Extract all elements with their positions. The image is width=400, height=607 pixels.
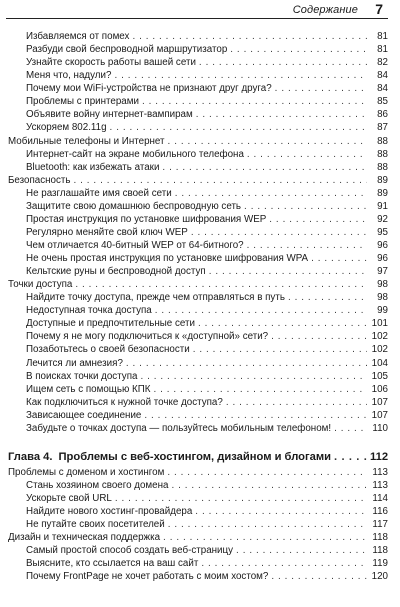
toc-entry (0, 187, 400, 200)
toc-entry-title: Точки доступа (8, 279, 73, 291)
toc-entry-page: 112 (370, 450, 389, 463)
toc-entry (0, 518, 400, 531)
toc-entry-title: Безопасность (8, 174, 71, 186)
toc-entry-title: Проблемы с принтерами (26, 96, 139, 108)
toc-entry-page: 101 (371, 318, 388, 330)
toc-entry-page: 87 (377, 122, 388, 134)
toc-entry (0, 265, 400, 278)
dot-leader (288, 291, 367, 304)
dot-leader (230, 43, 367, 56)
toc-entry-title: Регулярно меняйте свой ключ WEP (26, 226, 188, 238)
toc-entry-page: 97 (377, 266, 388, 278)
dot-leader (199, 56, 367, 69)
toc-entry-title: Ускоряем 802.11g (26, 122, 107, 134)
dot-leader (271, 570, 367, 583)
toc-entry (0, 422, 400, 435)
dot-leader (110, 121, 367, 134)
dot-leader (311, 252, 367, 265)
dot-leader (236, 544, 367, 557)
dot-leader (132, 30, 367, 43)
dot-leader (162, 161, 367, 174)
toc-entry-title: Доступные и предпочтительные сети (26, 318, 195, 330)
toc-entry-page: 91 (377, 200, 388, 212)
header-title: Содержание (292, 4, 358, 16)
toc-entry (0, 383, 400, 396)
toc-entry-page: 84 (377, 70, 388, 82)
dot-leader (269, 213, 367, 226)
toc-entry-title: Не очень простая инструкция по установке шифрования WPA (26, 253, 309, 264)
toc-section (0, 466, 400, 479)
toc-entry-page: 98 (377, 279, 388, 291)
dot-leader (171, 479, 367, 492)
toc-entry-page: 113 (372, 466, 388, 478)
toc-entry-title: В поисках точки доступа (26, 370, 138, 382)
toc-entry-title: Мобильные телефоны и Интернет (8, 135, 165, 147)
toc-section (0, 135, 400, 148)
toc-entry (0, 479, 400, 492)
toc-entry-title: Объявите войну интернет-вампирам (26, 109, 193, 121)
toc-entry-page: 102 (371, 344, 388, 356)
toc-entry (0, 43, 400, 56)
toc-entry-page: 89 (377, 174, 388, 186)
toc-entry (0, 82, 400, 95)
toc-entry-title: Самый простой способ создать веб-страницу (26, 545, 234, 557)
toc-entry-page: 119 (372, 558, 388, 570)
dot-leader (114, 69, 367, 82)
toc-entry (0, 291, 400, 304)
dot-leader (195, 505, 367, 518)
toc-entry (0, 557, 400, 570)
dot-leader (153, 383, 367, 396)
toc-entry (0, 200, 400, 213)
toc-entry-page: 116 (372, 506, 388, 517)
toc-entry-title: Простая инструкция по установке шифрования WEP (26, 213, 267, 225)
toc-entry (0, 357, 400, 370)
toc-entry (0, 409, 400, 422)
toc-entry-page: 99 (377, 305, 388, 317)
toc-entry-page: 82 (377, 57, 388, 69)
toc-entry (0, 239, 400, 252)
dot-leader (247, 239, 367, 252)
toc-entry (0, 304, 400, 317)
toc-entry-page: 113 (372, 479, 388, 491)
dot-leader (168, 135, 367, 148)
toc-entry-page: 95 (377, 226, 388, 238)
toc-entry (0, 108, 400, 121)
toc-entry-title: Стань хозяином своего домена (26, 479, 169, 491)
toc-entry (0, 492, 400, 505)
toc-entry (0, 56, 400, 69)
toc-entry-page: 85 (377, 96, 388, 108)
toc-entry-page: 81 (377, 44, 388, 56)
toc-entry-page: 105 (371, 370, 388, 382)
toc-entry (0, 252, 400, 265)
dot-leader (198, 317, 367, 330)
toc-entry-title: Почему я не могу подключиться к «доступной» сети? (26, 331, 269, 343)
toc-entry-title: Забудьте о точках доступа — пользуйтесь мобильным телефоном! (26, 422, 332, 434)
toc-entry (0, 505, 400, 518)
toc-entry-page: 96 (377, 253, 388, 264)
toc-entry-page: 81 (377, 31, 388, 42)
dot-leader (271, 330, 367, 343)
toc-entry-page: 110 (372, 422, 388, 434)
toc-entry-title: Как подключиться к нужной точке доступа? (26, 396, 223, 408)
header-rule (6, 18, 388, 19)
toc-entry-title: Недоступная точка доступа (26, 305, 152, 317)
toc-entry-title: Узнайте скорость работы вашей сети (26, 57, 196, 69)
toc-entry-title: Лечится ли амнезия? (26, 357, 123, 369)
toc-entry (0, 317, 400, 330)
toc-entry-page: 118 (372, 532, 388, 544)
toc-entry-title: Кельтские руны и беспроводной доступ (26, 266, 206, 278)
dot-leader (167, 466, 367, 479)
toc-entry-title: Чем отличается 40-битный WEP от 64-битного? (26, 240, 244, 251)
chapter-label: Глава 4. (8, 450, 53, 463)
dot-leader (163, 531, 367, 544)
dot-leader (142, 95, 367, 108)
dot-leader (191, 226, 367, 239)
toc-entry (0, 370, 400, 383)
dot-leader (126, 357, 367, 370)
toc-entry-page: 104 (371, 357, 388, 369)
toc-entry-page: 120 (371, 571, 388, 583)
toc-entry-page: 118 (372, 545, 388, 557)
page-number: 7 (375, 1, 383, 17)
dot-leader (115, 492, 367, 505)
toc-section (0, 278, 400, 291)
toc-entry-title: Позаботьтесь о своей безопасности (26, 344, 190, 356)
running-header (0, 0, 400, 22)
dot-leader (209, 265, 367, 278)
toc-entry-page: 92 (377, 213, 388, 225)
dot-leader (140, 370, 367, 383)
toc-entry-title: Почему FrontPage не хочет работать с моим хостом? (26, 571, 269, 583)
toc-entry-title: Проблемы с доменом и хостингом (8, 466, 165, 478)
dot-leader (201, 557, 367, 570)
toc-entry (0, 396, 400, 409)
toc-entry-page: 88 (377, 161, 388, 173)
dot-leader (247, 148, 367, 161)
toc-section (0, 174, 400, 187)
dot-leader (144, 409, 367, 422)
toc-entry (0, 95, 400, 108)
toc-entry-title: Не разглашайте имя своей сети (26, 187, 172, 199)
toc-entry (0, 121, 400, 134)
toc-entry-title: Ускорьте свой URL (26, 493, 112, 504)
toc-entry-title: Ищем сеть с помощью КПК (26, 383, 151, 395)
toc-entry (0, 570, 400, 583)
dot-leader (334, 422, 367, 435)
toc-entry-title: Bluetooth: как избежать атаки (26, 161, 160, 173)
toc-entry-title: Разбуди свой беспроводной маршрутизатор (26, 44, 228, 56)
toc-entry-title: Почему мои WiFi-устройства не признают друг друга? (26, 83, 272, 95)
toc-entry-page: 117 (372, 519, 388, 531)
dot-leader (175, 187, 367, 200)
toc-entry (0, 330, 400, 343)
toc-entry-page: 96 (377, 240, 388, 251)
toc-entry-title: Защитите свою домашнюю беспроводную сеть (26, 200, 242, 212)
dot-leader (75, 278, 367, 291)
toc-entry (0, 343, 400, 356)
dot-leader (275, 82, 367, 95)
dot-leader (196, 108, 367, 121)
dot-leader (226, 396, 367, 409)
toc-entry (0, 148, 400, 161)
dot-leader (334, 449, 367, 465)
toc-entry (0, 544, 400, 557)
toc-entry-page: 86 (377, 109, 388, 121)
toc-entry-title: Найдите точку доступа, прежде чем отправляться в путь (26, 292, 285, 304)
toc-entry-page: 89 (377, 187, 388, 199)
toc-entry-title: Избавляемся от помех (26, 31, 130, 42)
toc-entry (0, 161, 400, 174)
toc-section (0, 531, 400, 544)
toc-entry-page: 102 (371, 331, 388, 343)
toc-entry-title: Дизайн и техническая поддержка (8, 532, 161, 544)
dot-leader (168, 518, 367, 531)
toc-entry-page: 107 (371, 396, 388, 408)
dot-leader (193, 343, 367, 356)
toc-entry-title: Проблемы с веб-хостингом, дизайном и блогами (58, 450, 332, 463)
toc-entry-page: 107 (371, 409, 388, 421)
toc-entry-page: 84 (377, 83, 388, 95)
toc-entry-title: Не путайте своих посетителей (26, 519, 165, 531)
toc-entry (0, 226, 400, 239)
toc-entry-title: Зависающее соединение (26, 409, 142, 421)
toc-chapter (0, 449, 400, 465)
toc-entry-page: 88 (377, 148, 388, 160)
toc-entry (0, 213, 400, 226)
dot-leader (155, 304, 367, 317)
dot-leader (74, 174, 368, 187)
toc-entry-title: Найдите нового хостинг-провайдера (26, 506, 193, 517)
toc-entry-page: 114 (372, 493, 388, 504)
toc-entry (0, 69, 400, 82)
toc-entry-title: Меня что, надули? (26, 70, 112, 82)
toc-entry-page: 88 (377, 135, 388, 147)
toc-entry (0, 30, 400, 43)
toc-entry-title: Выясните, кто ссылается на ваш сайт (26, 558, 199, 570)
toc-entry-title: Интернет-сайт на экране мобильного телефона (26, 148, 244, 160)
dot-leader (244, 200, 367, 213)
toc-entry-page: 106 (371, 383, 388, 395)
toc-entry-page: 98 (377, 292, 388, 304)
